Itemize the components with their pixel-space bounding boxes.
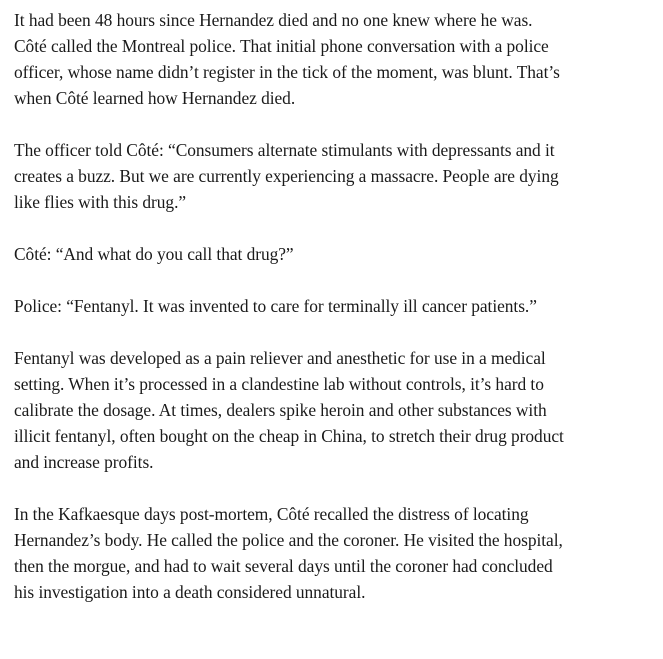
text-line: illicit fentanyl, often bought on the cheap in China, to stretch their drug product <box>14 426 564 446</box>
text-line: his investigation into a death considered unnatural. <box>14 582 366 602</box>
text-line: then the morgue, and had to wait several days until the coroner had concluded <box>14 556 553 576</box>
text-line: Hernandez’s body. He called the police and the coroner. He visited the hospital, <box>14 530 563 550</box>
article-paragraph <box>14 345 657 475</box>
text-line: In the Kafkaesque days post-mortem, Côté recalled the distress of locating <box>14 504 529 524</box>
article-paragraph <box>14 7 657 111</box>
text-line: Côté called the Montreal police. That initial phone conversation with a police <box>14 36 549 56</box>
text-line: creates a buzz. But we are currently experiencing a massacre. People are dying <box>14 166 559 186</box>
article-paragraph <box>14 501 657 605</box>
text-line: Côté: “And what do you call that drug?” <box>14 244 294 264</box>
text-line: The officer told Côté: “Consumers alternate stimulants with depressants and it <box>14 140 555 160</box>
text-line: setting. When it’s processed in a clandestine lab without controls, it’s hard to <box>14 374 544 394</box>
text-line: Fentanyl was developed as a pain reliever and anesthetic for use in a medical <box>14 348 546 368</box>
article-paragraph <box>14 137 657 215</box>
article-paragraph <box>14 241 657 267</box>
text-line: Police: “Fentanyl. It was invented to care for terminally ill cancer patients.” <box>14 296 537 316</box>
text-line: officer, whose name didn’t register in the tick of the moment, was blunt. That’s <box>14 62 560 82</box>
text-line: when Côté learned how Hernandez died. <box>14 88 296 108</box>
text-line: calibrate the dosage. At times, dealers spike heroin and other substances with <box>14 400 547 420</box>
text-line: It had been 48 hours since Hernandez died and no one knew where he was. <box>14 10 533 30</box>
article-paragraph <box>14 293 657 319</box>
text-line: and increase profits. <box>14 452 154 472</box>
text-line: like flies with this drug.” <box>14 192 187 212</box>
